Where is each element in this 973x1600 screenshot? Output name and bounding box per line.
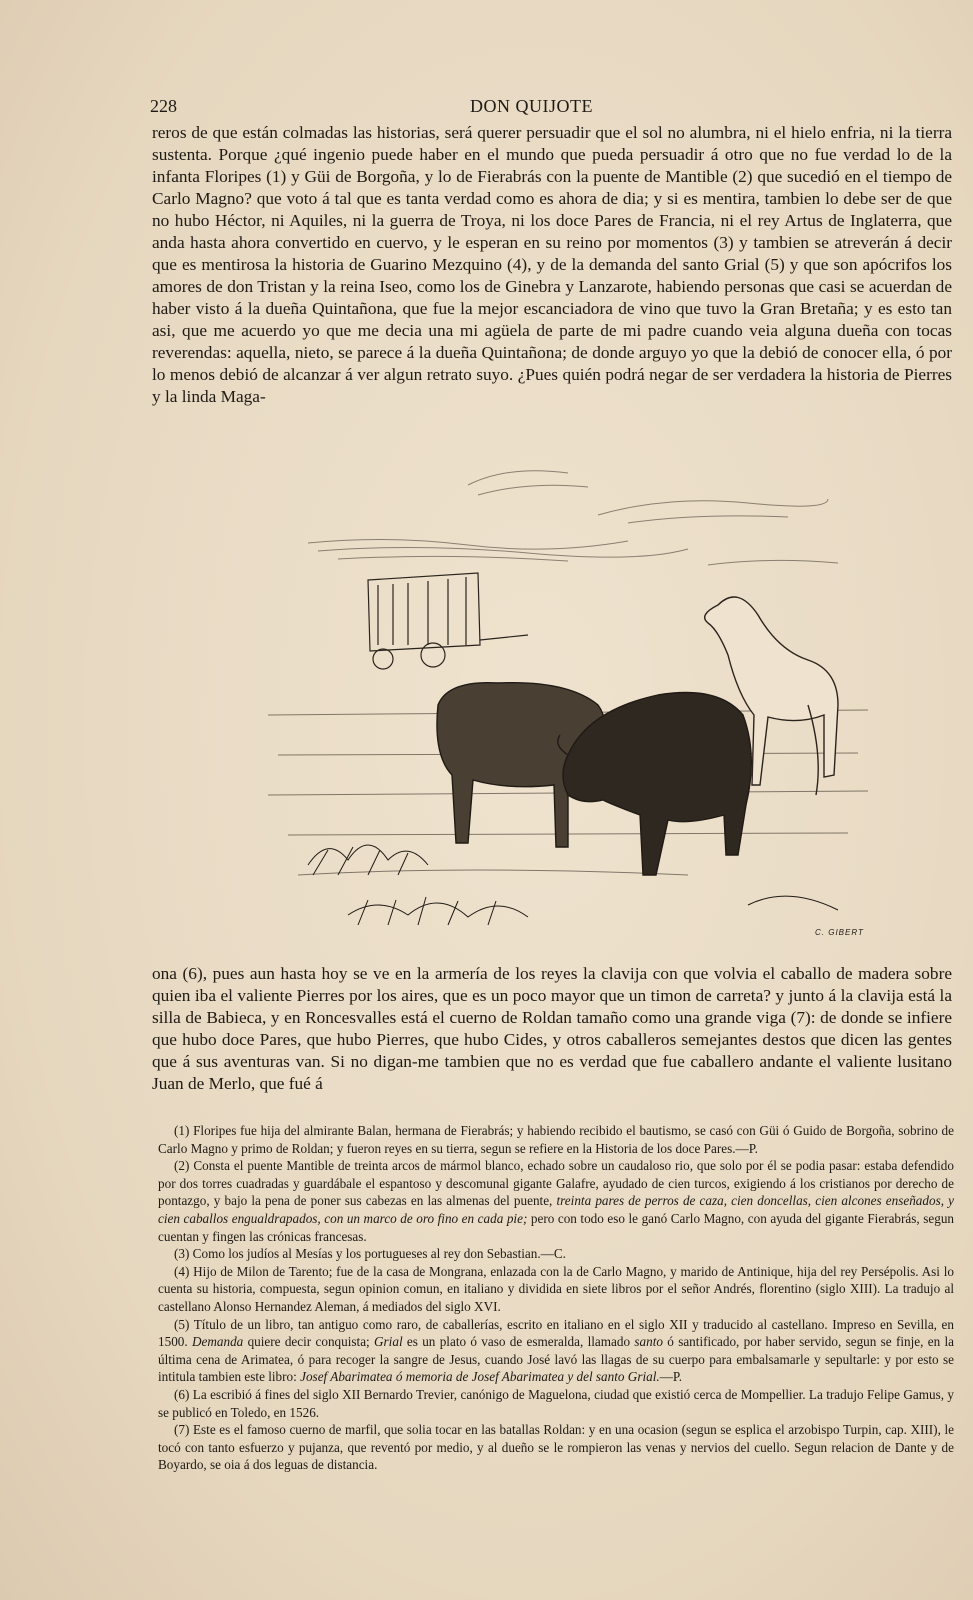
sky-hatching [308, 471, 838, 565]
footnote-4: (4) Hijo de Milon de Tarento; fue de la casa de Mongrana, enlazada con la de Carlo Magno, y marido de Antinique, hija del rey Persépolis. Asi lo cuenta su historia, compuesta, segun opinion comun, en italiano y dividida en siete libros por el señor Andrés, florentino (siglo XIII). La tradujo al castellano Alonso Hernandez Aleman, á mediados del siglo XVI. [158, 1263, 954, 1314]
engraver-signature: C. GIBERT [815, 928, 864, 937]
engraving-bulls-and-horse [268, 455, 868, 945]
paragraph-bottom: ona (6), pues aun hasta hoy se ve en la armería de los reyes la clavija con que volvia el caballo de madera sobre quien iba el valiente Pierres por los aires, que es un poco mayor que un timon de carreta? y junto á la clavija está la silla de Babieca, y en Roncesvalles está el cuerno de Roldan tamaño como una grande viga (7): de donde se infiere que hubo doce Pares, que hubo Pierres, que hubo Cides, y otros caballeros semejantes destos que dicen las gentes que á sus aventuras van. Si no digan-me tambien que no es verdad que fue caballero andante el valiente lusitano Juan de Merlo, que fué á [152, 964, 952, 1093]
foreground-brush [308, 845, 838, 925]
footnote-7: (7) Este es el famoso cuerno de marfil, que solia tocar en las batallas Roldan: y en una ocasion (segun se esplica el arzobispo Turpin, cap. XIII), le tocó con tanto esfuerzo y pujanza, que reventó por medio, y al dueño se le rompieron las venas y nervios del cuello. Segun relacion de Dante y de Boyardo, se oia á dos leguas de distancia. [158, 1422, 954, 1473]
wagon [368, 573, 528, 669]
paragraph-top: reros de que están colmadas las historias, será querer persuadir que el sol no alumbra, ni el hielo enfria, ni la tierra sustenta. Porque ¿qué ingenio puede haber en el mundo que pueda persuadir á otro que no fue verdad lo de la infanta Floripes (1) y Güi de Borgoña, y lo de Fierabrás con la puente de Mantible (2) que sucedió en el tiempo de Carlo Magno? que voto á tal que es tanta verdad como es ahora de dia; y si es mentira, tambien lo debe ser de que no hubo Héctor, ni Aquiles, ni la guerra de Troya, ni los doce Pares de Francia, ni el rey Artus de Inglaterra, que anda hasta ahora convertido en cuervo, y le esperan en su reino por momentos (3) y tambien se atreverán á decir que es mentirosa la historia de Guarino Mezquino (4), y de la demanda del santo Grial (5) y que son apócrifos los amores de don Tristan y la reina Iseo, como los de Ginebra y Lanzarote, habiendo personas que casi se acuerdan de haber visto á la dueña Quintañona, que fue la mejor escanciadora de vino que tuvo la Gran Bretaña; y es esto tan asi, que me acuerdo yo que me decia una mi agüela de parte de mi padre cuando veia alguna dueña con tocas reverendas: aquella, nieto, se parece á la dueña Quintañona; de donde arguyo yo que la debió de conocer ella, ó por lo menos debió de alcanzar á ver algun retrato suyo. ¿Pues quién podrá negar de ser verdadera la historia de Pierres y la linda Maga- [152, 123, 952, 406]
running-title: DON QUIJOTE [470, 96, 593, 116]
main-text-bottom [152, 963, 952, 1095]
page-header [150, 96, 953, 122]
footnotes [158, 1122, 954, 1474]
footnote-5: (5) Título de un libro, tan antiguo como raro, de caballerías, escrito en italiano en el siglo XII y traducido al castellano. Impreso en Sevilla, en 1500. Demanda quiere decir conquista; Grial es un plato ó vaso de esmeralda, llamado santo ó santificado, por haber servido, segun se finje, en la última cena de Arimatea, ó para recoger la sangre de Jesus, cuando José lavó las llagas de su cuerpo para embalsamarle y sepultarle: y por esto se intitula tambien este libro: Josef Abarimatea ó memoria de Josef Abarimatea y del santo Grial.—P. [158, 1316, 955, 1385]
footnote-2: (2) Consta el puente Mantible de treinta arcos de mármol blanco, echado sobre un caudaloso rio, que solo por él se podia pasar: estaba defendido por dos torres cuadradas y guardábale el espantoso y descomunal gigante Galafre, ayudado de cien turcos, exigiendo á los cristianos por derecho de pontazgo, y bajo la pena de poner sus cabezas en las almenas del puente, treinta pares de perros de caza, cien doncellas, cien alcones enseñados, y cien caballos engualdrapados, con un marco de oro fino en cada pie; pero con todo eso le ganó Carlo Magno, con ayuda del gigante Fierabrás, segun cuentan y fingen las crónicas francesas. [158, 1158, 955, 1244]
footnote-3: (3) Como los judíos al Mesías y los portugueses al rey don Sebastian.—C. [174, 1246, 566, 1262]
footnote-1: (1) Floripes fue hija del almirante Balan, hermana de Fierabrás; y habiendo recibido el bautismo, se casó con Güi ó Guido de Borgoña, sobrino de Carlo Magno y primo de Roldan; y fueron reyes en su tierra, segun se refiere en la Historia de los doce Pares.—P. [158, 1123, 954, 1156]
footnote-6: (6) La escribió á fines del siglo XII Bernardo Trevier, canónigo de Maguelona, ciudad que existió cerca de Mompellier. La tradujo Felipe Gamus, y se publicó en Toledo, en 1526. [158, 1386, 954, 1420]
main-text-top [152, 122, 952, 408]
page-number: 228 [150, 96, 177, 116]
